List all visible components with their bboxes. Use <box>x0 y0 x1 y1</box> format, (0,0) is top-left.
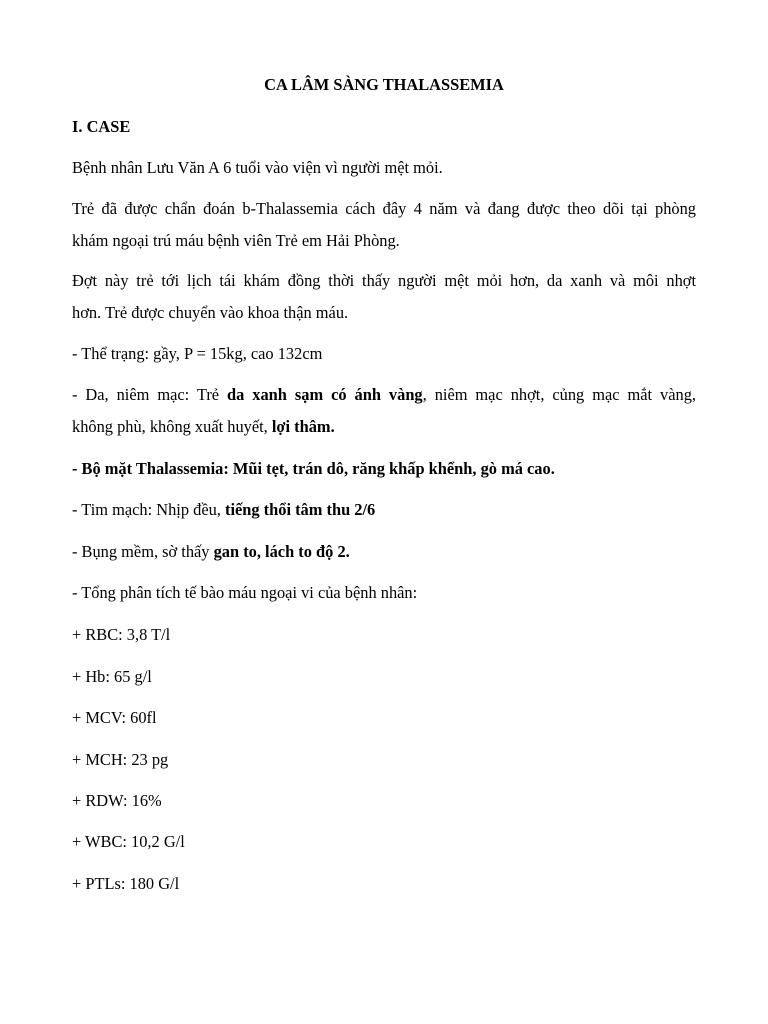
document-page <box>72 0 696 1024</box>
lab-item: + RDW: 16% <box>72 791 162 810</box>
skin-mucosa <box>72 379 696 443</box>
skin-line2-prefix: không phù, không xuất huyết, <box>72 417 272 436</box>
abdomen-prefix: - Bụng mềm, sờ thấy <box>72 542 214 561</box>
paragraph-visit-line: hơn. Trẻ được chuyển vào khoa thận máu. <box>72 303 349 322</box>
physical-status: - Thể trạng: gầy, P = 15kg, cao 132cm <box>72 344 323 363</box>
lab-item: + PTLs: 180 G/l <box>72 874 180 893</box>
paragraph-visit <box>72 265 696 329</box>
paragraph-diagnosis-line: Trẻ đã được chẩn đoán b-Thalassemia cách đây 4 năm và đang được theo dõi tại phòng <box>72 199 696 218</box>
thalassemia-face: - Bộ mặt Thalassemia: Mũi tẹt, trán dô, răng khấp khểnh, gò má cao. <box>72 459 555 478</box>
abdomen <box>72 540 696 564</box>
skin-rest: , niêm mạc nhợt, củng mạc mắt vàng, <box>422 385 696 404</box>
skin-bold-finding: da xanh sạm có ánh vàng <box>227 385 423 404</box>
document-title: CA LÂM SÀNG THALASSEMIA <box>264 75 504 94</box>
skin-mucosa-line <box>72 379 696 411</box>
paragraph-diagnosis-line: khám ngoại trú máu bệnh viên Trẻ em Hải Phòng. <box>72 231 400 250</box>
paragraph-diagnosis <box>72 193 696 257</box>
skin-prefix: - Da, niêm mạc: Trẻ <box>72 385 228 404</box>
skin-bold-gums: lợi thâm. <box>271 417 335 436</box>
lab-item: + MCH: 23 pg <box>72 750 169 769</box>
abdomen-finding: gan to, lách to độ 2. <box>213 542 350 561</box>
lab-item: + RBC: 3,8 T/l <box>72 625 171 644</box>
paragraph-visit-line: Đợt này trẻ tới lịch tái khám đồng thời thấy người mệt mỏi hơn, da xanh và môi nhợt <box>72 271 696 290</box>
lab-item: + MCV: 60fl <box>72 708 157 727</box>
lab-item: + Hb: 65 g/l <box>72 667 152 686</box>
heart-prefix: - Tim mạch: Nhịp đều, <box>72 500 225 519</box>
heart-murmur: tiếng thổi tâm thu 2/6 <box>224 500 376 519</box>
section-heading: I. CASE <box>72 117 131 136</box>
lab-item: + WBC: 10,2 G/l <box>72 832 185 851</box>
paragraph-intro: Bệnh nhân Lưu Văn A 6 tuổi vào viện vì người mệt mỏi. <box>72 158 443 177</box>
skin-mucosa-line <box>72 411 696 443</box>
blood-test-intro: - Tổng phân tích tế bào máu ngoại vi của bệnh nhân: <box>72 583 418 602</box>
cardiovascular <box>72 498 696 522</box>
